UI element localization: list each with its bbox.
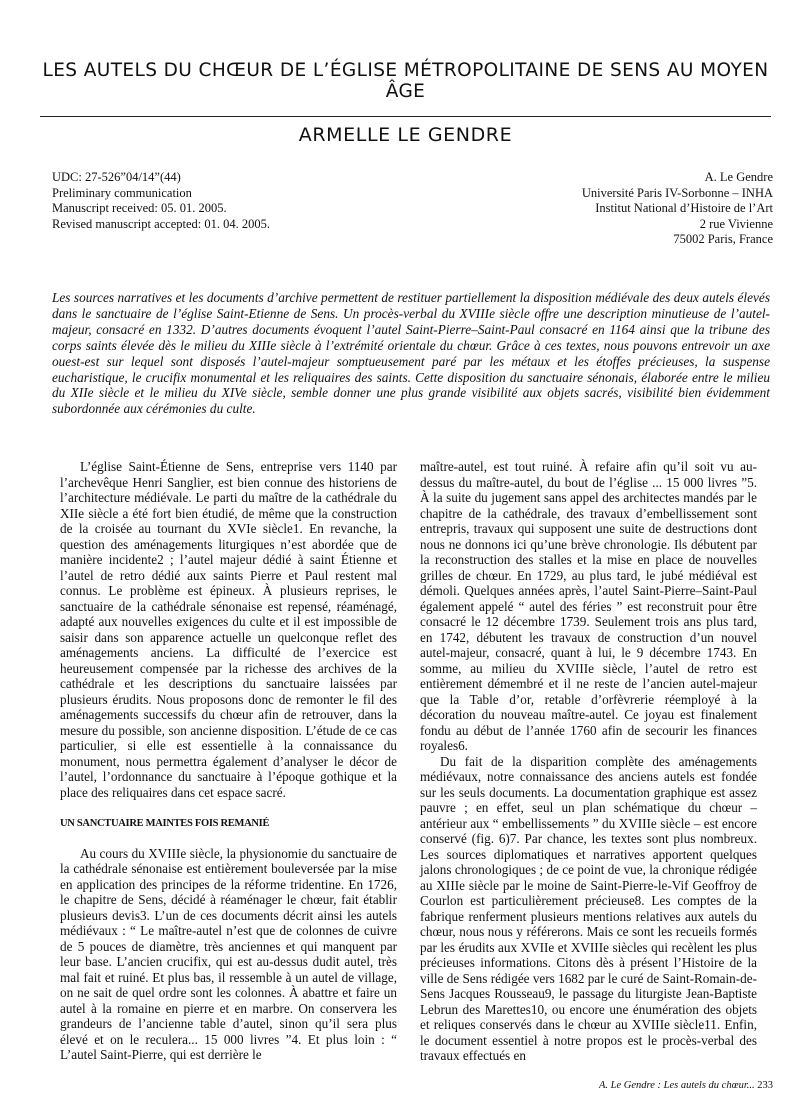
received-date: Manuscript received: 05. 01. 2005. <box>52 201 227 215</box>
section-heading: UN SANCTUAIRE MAINTES FOIS REMANIÉ <box>60 818 270 829</box>
page-number: 233 <box>757 1080 773 1091</box>
udc-code: UDC: 27-526”04/14”(44) <box>52 170 181 184</box>
publication-metadata <box>52 170 270 232</box>
affiliation-university: Université Paris IV-Sorbonne – INHA <box>581 185 773 200</box>
affiliation-name: A. Le Gendre <box>704 170 773 184</box>
abstract: Les sources narratives et les documents d’archive permettent de restituer partiellement la disposition médiévale des deux autels élevés dans le sanctuaire de l’église Saint-Etienne de Sens. Un procès-verbal du XVIIIe siècle offre une description minutieuse de l’autel-majeur, consacré en 1332. D’autres documents évoquent l’autel Saint-Pierre–Saint-Paul consacré en 1164 ainsi que la tribune des corps saints élevée dès le milieu du XIIIe siècle à l’extrémité orientale du chœur. Grâce à ces textes, nous pouvons entrevoir un axe ouest-est sur lequel sont disposés l’autel-majeur somptueusement paré par les métaux et les étoffes précieuses, la suspense eucharistique, le crucifix monumental et les reliquaires des saints. Cette disposition du sanctuaire sénonais, élaborée entre le milieu du XIIe siècle et le milieu du XIVe siècle, semble donner une plus grande visibilité aux objets sacrés, visibilité bien évidemment subordonnée aux cérémonies du culte. <box>52 290 770 417</box>
body-paragraph: maître-autel, est tout ruiné. À refaire afin qu’il soit vu au-dessus du maître-autel, du bout de l’église ... 15 000 livres ”5. À la suite du jugement sans appel des architectes mandés par le chapitre de la cathédrale, des travaux d’embellissement sont entrepris, travaux qui supposent une suite de destructions dont nous ne donnons ici qu’une brève chronologie. Ils débutent par la reconstruction des stalles et la mise en place de nouvelles grilles de chœur. En 1729, au plus tard, le jubé médiéval est démoli. Quelques années après, l’autel Saint-Pierre–Saint-Paul également appelé “ autel des féries ” est reconstruit pour être consacré le 12 décembre 1739. Seulement trois ans plus tard, en 1742, débutent les travaux de construction d’un nouvel autel-majeur, consacré, quant à lui, le 9 décembre 1743. En somme, au milieu du XVIIIe siècle, l’autel de retro est entièrement démembré et il ne reste de l’ancien autel-majeur que la Table d’or, retable d’orfèvrerie réemployé à la décoration du nouveau maître-autel. Ce joyau est finalement fondu au début de l’année 1760 afin de secourir les finances royales6. <box>420 459 757 753</box>
running-head: A. Le Gendre : Les autels du chœur... <box>598 1080 755 1091</box>
author-name: ARMELLE LE GENDRE <box>298 124 513 146</box>
page-footer <box>599 1080 773 1091</box>
affiliation-street: 2 rue Vivienne <box>699 216 773 231</box>
body-paragraph: Du fait de la disparition complète des aménagements médiévaux, notre connaissance des anciens autels est fondée sur les seuls documents. La documentation graphique est assez pauvre ; en effet, seul un plan schématique du chœur – antérieur aux “ embellissements ” du XVIIIe siècle – est encore conservé (fig. 6)7. Par chance, les textes sont plus nombreux. Les sources diplomatiques et narratives apportent quelques jalons chronologiques ; de ce point de vue, la chronique rédigée au XIIIe siècle par le moine de Saint-Pierre-le-Vif Geoffroy de Courlon est particulièrement précieuse8. Les comptes de la fabrique renferment plusieurs mentions relatives aux autels du chœur, nous nous y référerons. Mais ce sont les recueils formés par les érudits aux XVIIe et XVIIIe siècles qui recèlent les plus précieuses informations. Citons dès à présent l’Histoire de la ville de Sens rédigée vers 1682 par le curé de Saint-Romain-de-Sens Jacques Rousseau9, le passage du liturgiste Jean-Baptiste Lebrun des Marettes10, ou encore une énumération des objets et reliques conservés dans le chœur au XVIIIe siècle11. Enfin, le document essentiel à notre propos est le procès-verbal des travaux effectués en <box>420 753 757 1063</box>
paper-type: Preliminary communication <box>52 185 192 200</box>
affiliation-city: 75002 Paris, France <box>673 232 773 246</box>
author-affiliation <box>582 170 773 248</box>
title-divider <box>40 116 771 117</box>
accepted-date: Revised manuscript accepted: 01. 04. 2005. <box>52 216 270 231</box>
body-paragraph: L’église Saint-Étienne de Sens, entreprise vers 1140 par l’archevêque Henri Sanglier, est bien connue des historiens de l’architecture médiévale. Le parti du maître de la cathédrale du XIIe siècle a été fort bien étudié, de même que la construction de la croisée au tournant du XVIe siècle1. En revanche, la question des aménagements liturgiques n’est abordée que de manière incidente2 ; l’autel majeur dédié à saint Étienne et l’autel de retro dédié aux saints Pierre et Paul restent mal connus. Le problème est épineux. À plusieurs reprises, le sanctuaire de la cathédrale sénonaise est repensé, réaménagé, adapté aux nouvelles exigences du culte et il est impossible de saisir dans son apparence actuelle un quelconque reflet des aménagements anciens. La difficulté de l’exercice est heureusement compensée par la richesse des archives de la cathédrale et les descriptions du sanctuaire laissées par plusieurs érudits. Nous proposons donc de remonter le fil des aménagements successifs du chœur afin de retrouver, dans la mesure du possible, son ancienne disposition. L’étude de ce cas particulier, si elle est essentielle à la connaissance du monument, nous permettra également d’analyser le décor de l’autel, l’ordonnance du sanctuaire à l’époque gothique et la place des reliquaires dans cet espace sacré. <box>60 459 397 800</box>
body-paragraph: Au cours du XVIIIe siècle, la physionomie du sanctuaire de la cathédrale sénonaise est entièrement bouleversée par la mise en application des principes de la réforme tridentine. En 1726, le chapitre de Sens, décidé à réaménager le chœur, fait établir plusieurs devis3. L’un de ces documents décrit ainsi les autels médiévaux : “ Le maître-autel n’est que de colonnes de cuivre de 5 pouces de diamètre, très anciennes et qui manquent par leur base. L’ancien crucifix, qui est au-dessus dudit autel, très mal fait et ruiné. Et plus bas, il ressemble à un autel de village, on ne sait de quel ordre sont les colonnes. À abattre et faire un autel à la romaine en pierre et en marbre. On conservera les grandeurs de l’ancienne table d’autel, sinon qu’il sera plus élevé et on le reculera... 15 000 livres ”4. Et plus loin : “ L’autel Saint-Pierre, qui est derrière le <box>60 845 397 1062</box>
affiliation-institute: Institut National d’Histoire de l’Art <box>595 201 773 215</box>
body-column-left <box>60 459 397 1063</box>
article-title: LES AUTELS DU CHŒUR DE L’ÉGLISE MÉTROPOLITAINE DE SENS AU MOYEN ÂGE <box>42 60 769 102</box>
body-column-right <box>420 459 757 1064</box>
